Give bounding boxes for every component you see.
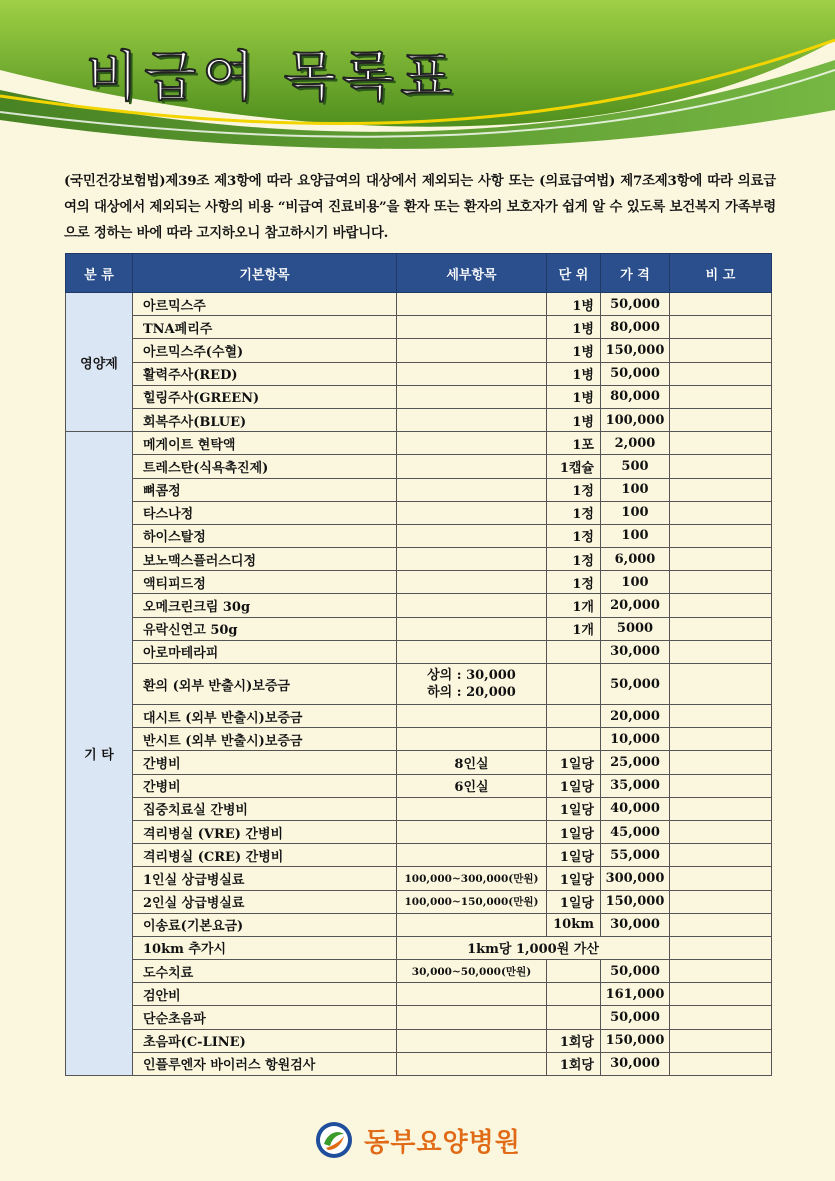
item-cell: 회복주사(BLUE): [133, 408, 397, 431]
table-row: [66, 774, 772, 797]
table-row: [66, 640, 772, 663]
item-cell: 간병비: [133, 751, 397, 774]
price-cell: 30,000: [601, 913, 670, 936]
hospital-name: 동부요양병원: [364, 1127, 521, 1158]
price-cell: 150,000: [601, 1029, 670, 1052]
unit-cell: 1병: [547, 316, 601, 339]
price-cell: 100: [601, 501, 670, 524]
note-cell: [670, 705, 772, 728]
unit-cell: 1회당: [547, 1029, 601, 1052]
header-item: 기본항목: [133, 254, 397, 293]
item-cell: 격리병실 (VRE) 간병비: [133, 820, 397, 843]
detail-cell: [397, 432, 547, 455]
item-cell: 유락신연고 50g: [133, 617, 397, 640]
detail-cell: [397, 983, 547, 1006]
unit-cell: 1일당: [547, 844, 601, 867]
note-cell: [670, 890, 772, 913]
detail-line: 상의 : 30,000: [427, 668, 516, 683]
unit-cell: 1캡슐: [547, 455, 601, 478]
note-cell: [670, 640, 772, 663]
detail-line: 하의 : 20,000: [427, 685, 516, 700]
note-cell: [670, 774, 772, 797]
table-row: [66, 797, 772, 820]
note-cell: [670, 339, 772, 362]
detail-cell: [397, 339, 547, 362]
unit-cell: [547, 1006, 601, 1029]
item-cell: 검안비: [133, 983, 397, 1006]
unit-cell: 1일당: [547, 774, 601, 797]
price-cell: 50,000: [601, 362, 670, 385]
price-cell: 500: [601, 455, 670, 478]
detail-cell: [397, 408, 547, 431]
unit-cell: 1개: [547, 617, 601, 640]
note-cell: [670, 455, 772, 478]
hospital-logo-icon: [314, 1120, 354, 1160]
unit-cell: 1정: [547, 548, 601, 571]
table-row: [66, 960, 772, 983]
price-cell: 80,000: [601, 316, 670, 339]
category-cell: 기 타: [66, 432, 133, 1076]
detail-cell: 30,000~50,000(만원): [397, 960, 547, 983]
item-cell: 하이스탈정: [133, 524, 397, 547]
unit-cell: 1병: [547, 339, 601, 362]
item-cell: 보노맥스플러스디정: [133, 548, 397, 571]
item-cell: 간병비: [133, 774, 397, 797]
note-cell: [670, 524, 772, 547]
table-row: [66, 362, 772, 385]
unit-cell: [547, 983, 601, 1006]
item-cell: 아르믹스주: [133, 293, 397, 316]
detail-cell: [397, 705, 547, 728]
table-row: [66, 548, 772, 571]
unit-cell: 1개: [547, 594, 601, 617]
table-row: [66, 1052, 772, 1075]
table-row: [66, 664, 772, 705]
detail-cell: [397, 478, 547, 501]
note-cell: [670, 664, 772, 705]
table-row: [66, 478, 772, 501]
price-cell: 10,000: [601, 728, 670, 751]
note-cell: [670, 478, 772, 501]
unit-cell: 1병: [547, 408, 601, 431]
item-cell: 1인실 상급병실료: [133, 867, 397, 890]
unit-cell: 1병: [547, 293, 601, 316]
item-cell: 도수치료: [133, 960, 397, 983]
item-cell: 활력주사(RED): [133, 362, 397, 385]
table-row: [66, 983, 772, 1006]
item-cell: 환의 (외부 반출시)보증금: [133, 664, 397, 705]
price-cell: 80,000: [601, 385, 670, 408]
table-row: [66, 571, 772, 594]
table-row: [66, 867, 772, 890]
unit-cell: 1포: [547, 432, 601, 455]
note-cell: [670, 1052, 772, 1075]
unit-cell: 1일당: [547, 751, 601, 774]
note-cell: [670, 1029, 772, 1052]
table-row: [66, 820, 772, 843]
price-cell: 150,000: [601, 339, 670, 362]
table-row: [66, 728, 772, 751]
header-detail: 세부항목: [397, 254, 547, 293]
price-cell: 45,000: [601, 820, 670, 843]
unit-cell: 1일당: [547, 797, 601, 820]
table-row: [66, 455, 772, 478]
price-cell: 20,000: [601, 594, 670, 617]
unit-cell: 1일당: [547, 820, 601, 843]
note-cell: [670, 797, 772, 820]
table-row: [66, 339, 772, 362]
price-cell: 50,000: [601, 1006, 670, 1029]
item-cell: 아로마테라피: [133, 640, 397, 663]
detail-cell: [397, 385, 547, 408]
detail-cell: [397, 524, 547, 547]
table-row: [66, 432, 772, 455]
item-cell: 힐링주사(GREEN): [133, 385, 397, 408]
price-cell: 100: [601, 571, 670, 594]
note-cell: [670, 913, 772, 936]
item-cell: 인플루엔자 바이러스 항원검사: [133, 1052, 397, 1075]
price-cell: 100: [601, 478, 670, 501]
unit-cell: 1정: [547, 571, 601, 594]
detail-cell: [397, 501, 547, 524]
price-cell: 2,000: [601, 432, 670, 455]
item-cell: 트레스탄(식욕촉진제): [133, 455, 397, 478]
intro-paragraph: (국민건강보험법)제39조 제3항에 따라 요양급여의 대상에서 제외되는 사항 또는 (의료급여법) 제7조제3항에 따라 의료급여의 대상에서 제외되는 사항의 비용 “비급여 진료비용”을 환자 또는 환자의 보호자가 쉽게 알 수 있도록 보건복지 가족부령으로 정하는 바에 따라 고지하오니 참고하시기 바랍니다.: [64, 173, 776, 241]
table-row: [66, 385, 772, 408]
unit-cell: 1정: [547, 501, 601, 524]
detail-cell: [397, 293, 547, 316]
table-row: [66, 890, 772, 913]
item-cell: 뼈콤정: [133, 478, 397, 501]
table-row: [66, 1006, 772, 1029]
note-cell: [670, 751, 772, 774]
price-cell: 35,000: [601, 774, 670, 797]
detail-cell: 100,000~300,000(만원): [397, 867, 547, 890]
detail-cell: [397, 844, 547, 867]
item-cell: 단순초음파: [133, 1006, 397, 1029]
table-body: [66, 293, 772, 1076]
unit-cell: [547, 960, 601, 983]
price-cell: 100,000: [601, 408, 670, 431]
table-row: [66, 524, 772, 547]
note-cell: [670, 408, 772, 431]
unit-cell: 1정: [547, 524, 601, 547]
price-cell: 55,000: [601, 844, 670, 867]
detail-cell: [397, 1006, 547, 1029]
note-cell: [670, 548, 772, 571]
table-row: [66, 844, 772, 867]
table-row: [66, 617, 772, 640]
price-cell: 50,000: [601, 960, 670, 983]
price-cell: 20,000: [601, 705, 670, 728]
note-cell: [670, 362, 772, 385]
item-cell: 메게이트 현탁액: [133, 432, 397, 455]
detail-cell: 100,000~150,000(만원): [397, 890, 547, 913]
item-cell: 액티피드정: [133, 571, 397, 594]
header-category: 분 류: [66, 254, 133, 293]
note-cell: [670, 936, 772, 959]
detail-cell: [397, 913, 547, 936]
price-cell: 30,000: [601, 1052, 670, 1075]
price-cell: 50,000: [601, 293, 670, 316]
detail-cell: [397, 640, 547, 663]
table-header-row: [66, 254, 772, 293]
page-title: 비급여 목록표: [86, 45, 459, 108]
price-cell: 6,000: [601, 548, 670, 571]
table-row: [66, 1029, 772, 1052]
item-cell: 2인실 상급병실료: [133, 890, 397, 913]
unit-cell: 1일당: [547, 890, 601, 913]
detail-cell: [397, 617, 547, 640]
note-cell: [670, 571, 772, 594]
price-cell: 30,000: [601, 640, 670, 663]
note-cell: [670, 1006, 772, 1029]
header-note: 비 고: [670, 254, 772, 293]
note-cell: [670, 728, 772, 751]
unit-cell: [547, 640, 601, 663]
price-cell: 100: [601, 524, 670, 547]
note-cell: [670, 960, 772, 983]
unit-cell: 1일당: [547, 867, 601, 890]
detail-cell: [397, 664, 547, 705]
detail-cell: [397, 571, 547, 594]
unit-cell: [547, 705, 601, 728]
detail-cell: [397, 594, 547, 617]
table-row: [66, 408, 772, 431]
detail-cell: [397, 820, 547, 843]
table-row: [66, 501, 772, 524]
item-cell: 대시트 (외부 반출시)보증금: [133, 705, 397, 728]
price-cell: 50,000: [601, 664, 670, 705]
note-cell: [670, 385, 772, 408]
table-row: [66, 594, 772, 617]
price-cell: 300,000: [601, 867, 670, 890]
price-cell: 5000: [601, 617, 670, 640]
detail-cell: 1km당 1,000원 가산: [397, 936, 670, 959]
detail-cell: [397, 1052, 547, 1075]
note-cell: [670, 293, 772, 316]
detail-cell: [397, 316, 547, 339]
detail-cell: [397, 548, 547, 571]
note-cell: [670, 844, 772, 867]
item-cell: 집중치료실 간병비: [133, 797, 397, 820]
header-unit: 단 위: [547, 254, 601, 293]
unit-cell: 1회당: [547, 1052, 601, 1075]
note-cell: [670, 594, 772, 617]
item-cell: 타스나정: [133, 501, 397, 524]
detail-cell: [397, 1029, 547, 1052]
price-cell: 25,000: [601, 751, 670, 774]
detail-cell: [397, 728, 547, 751]
item-cell: 반시트 (외부 반출시)보증금: [133, 728, 397, 751]
detail-cell: [397, 362, 547, 385]
item-cell: 10km 추가시: [133, 936, 397, 959]
table-row: [66, 913, 772, 936]
note-cell: [670, 983, 772, 1006]
header-price: 가 격: [601, 254, 670, 293]
category-cell: 영양제: [66, 293, 133, 432]
item-cell: 오메크린크림 30g: [133, 594, 397, 617]
footer: [0, 1118, 835, 1162]
detail-cell: [397, 455, 547, 478]
note-cell: [670, 501, 772, 524]
unit-cell: 1정: [547, 478, 601, 501]
table-row: [66, 751, 772, 774]
unit-cell: [547, 728, 601, 751]
table-row: [66, 316, 772, 339]
detail-cell: 6인실: [397, 774, 547, 797]
table-row: [66, 293, 772, 316]
item-cell: 아르믹스주(수혈): [133, 339, 397, 362]
note-cell: [670, 867, 772, 890]
item-cell: TNA페리주: [133, 316, 397, 339]
price-cell: 40,000: [601, 797, 670, 820]
unit-cell: 10km: [547, 913, 601, 936]
price-table: [65, 253, 772, 1076]
detail-cell: [397, 797, 547, 820]
note-cell: [670, 820, 772, 843]
item-cell: 격리병실 (CRE) 간병비: [133, 844, 397, 867]
note-cell: [670, 316, 772, 339]
note-cell: [670, 432, 772, 455]
item-cell: 이송료(기본요금): [133, 913, 397, 936]
unit-cell: 1병: [547, 362, 601, 385]
unit-cell: 1병: [547, 385, 601, 408]
price-cell: 161,000: [601, 983, 670, 1006]
unit-cell: [547, 664, 601, 705]
table-row: [66, 705, 772, 728]
item-cell: 초음파(C-LINE): [133, 1029, 397, 1052]
table-row: [66, 936, 772, 959]
detail-cell: 8인실: [397, 751, 547, 774]
price-cell: 150,000: [601, 890, 670, 913]
note-cell: [670, 617, 772, 640]
